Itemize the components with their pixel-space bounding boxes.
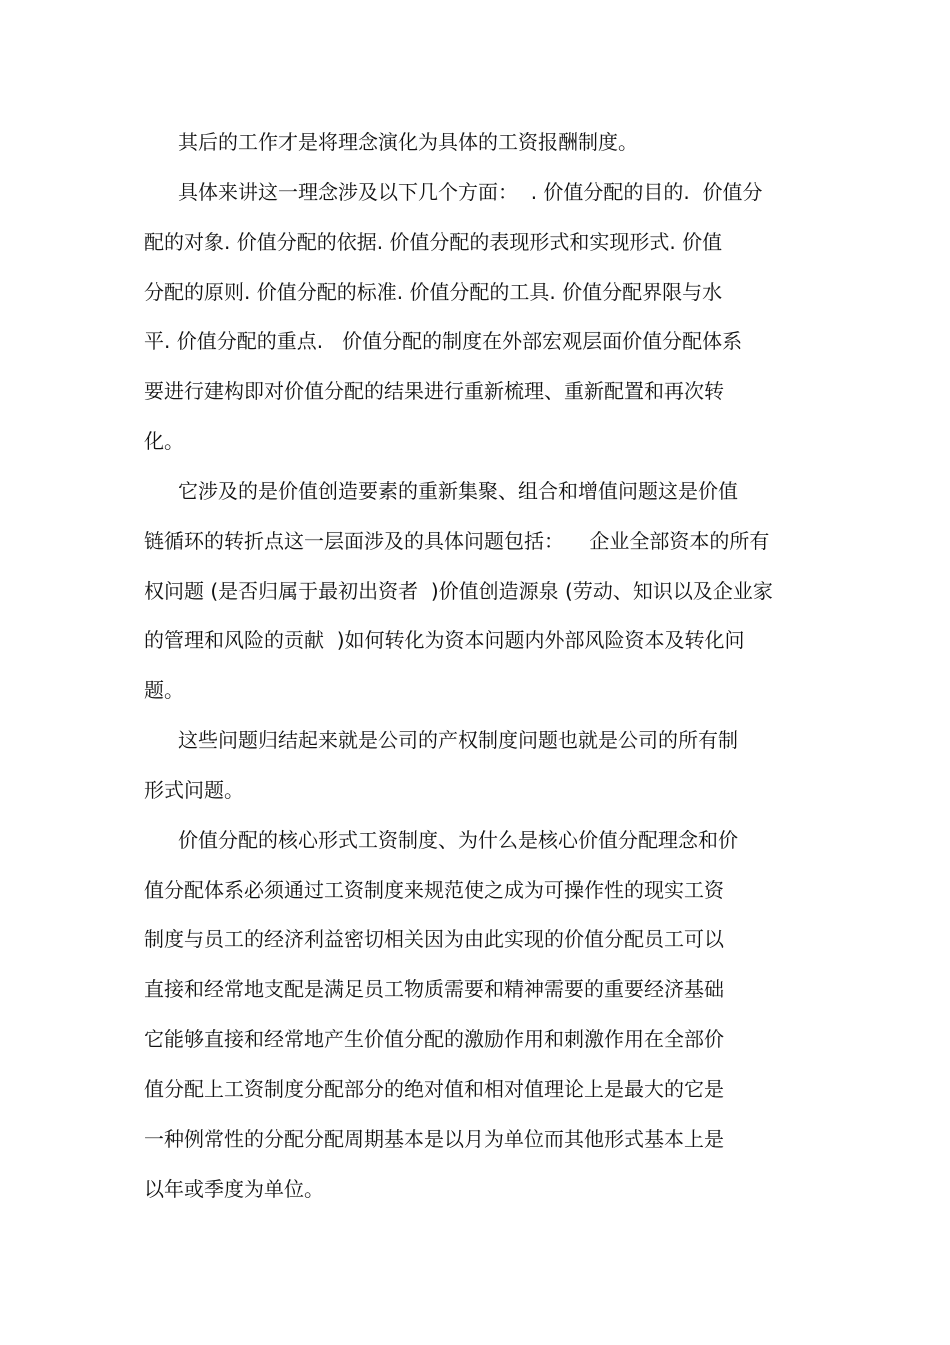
paragraph-5-line-7: 一种例常性的分配分配周期基本是以月为单位而其他形式基本上是 xyxy=(144,1127,724,1151)
paragraph-1-line-1: 其后的工作才是将理念演化为具体的工资报酬制度。 xyxy=(178,130,638,154)
paragraph-5-line-5: 它能够直接和经常地产生价值分配的激励作用和刺激作用在全部价 xyxy=(144,1027,724,1051)
paragraph-4-line-1: 这些问题归结起来就是公司的产权制度问题也就是公司的所有制 xyxy=(178,728,738,752)
paragraph-5-line-4: 直接和经常地支配是满足员工物质需要和精神需要的重要经济基础 xyxy=(144,977,724,1001)
paragraph-2-line-5: 要进行建构即对价值分配的结果进行重新梳理、重新配置和再次转 xyxy=(144,379,724,403)
paragraph-2-line-3: 分配的原则. 价值分配的标准. 价值分配的工具. 价值分配界限与水 xyxy=(144,280,723,304)
paragraph-2-line-1: 具体来讲这一理念涉及以下几个方面： . 价值分配的目的. 价值分 xyxy=(178,180,763,204)
paragraph-2-line-6: 化。 xyxy=(144,429,184,453)
paragraph-5-line-6: 值分配上工资制度分配部分的绝对值和相对值理论上是最大的它是 xyxy=(144,1077,724,1101)
paragraph-3-line-2: 链循环的转折点这一层面涉及的具体问题包括： 企业全部资本的所有 xyxy=(144,529,770,553)
paragraph-5-line-2: 值分配体系必须通过工资制度来规范使之成为可操作性的现实工资 xyxy=(144,878,724,902)
paragraph-2-line-2: 配的对象. 价值分配的依据. 价值分配的表现形式和实现形式. 价值 xyxy=(144,230,723,254)
paragraph-5-line-3: 制度与员工的经济利益密切相关因为由此实现的价值分配员工可以 xyxy=(144,927,724,951)
paragraph-5-line-1: 价值分配的核心形式工资制度、为什么是核心价值分配理念和价 xyxy=(178,828,738,852)
paragraph-3-line-1: 它涉及的是价值创造要素的重新集聚、组合和增值问题这是价值 xyxy=(178,479,738,503)
paragraph-3-line-4: 的管理和风险的贡献 )如何转化为资本问题内外部风险资本及转化问 xyxy=(144,628,745,652)
paragraph-3-line-5: 题。 xyxy=(144,678,184,702)
paragraph-4-line-2: 形式问题。 xyxy=(144,778,244,802)
paragraph-5-line-8: 以年或季度为单位。 xyxy=(144,1177,324,1201)
paragraph-2-line-4: 平. 价值分配的重点. 价值分配的制度在外部宏观层面价值分配体系 xyxy=(144,329,743,353)
paragraph-3-line-3: 权问题 (是否归属于最初出资者 )价值创造源泉 (劳动、知识以及企业家 xyxy=(144,579,773,603)
